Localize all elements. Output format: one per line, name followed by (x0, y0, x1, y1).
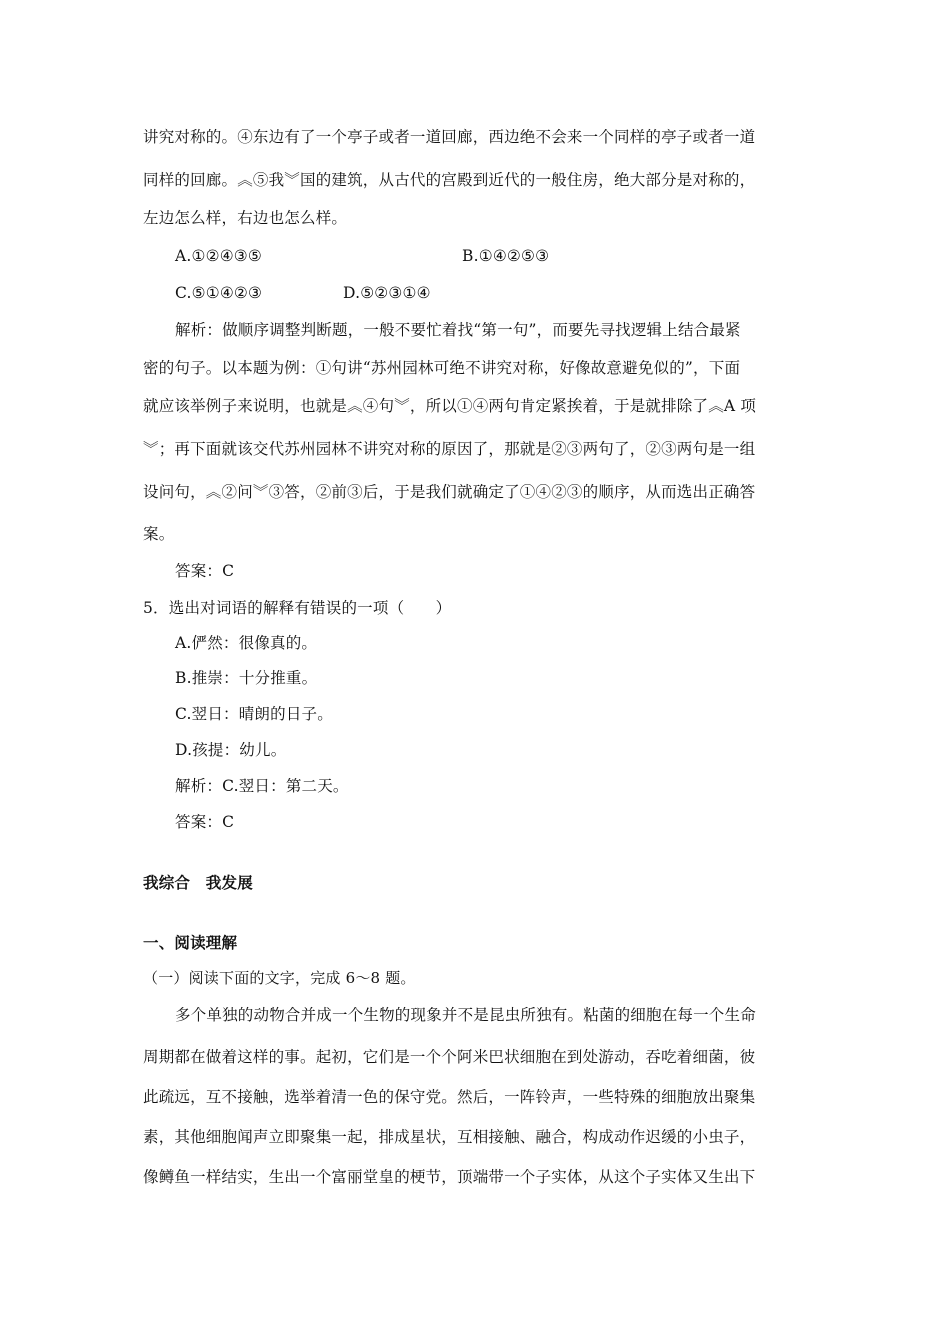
section-title: 我综合 我发展 (143, 874, 253, 892)
answer-line: 答案：C (175, 562, 235, 580)
analysis-line: 密的句子。以本题为例：①句讲“苏州园林可绝不讲究对称，好像故意避免似的”，下面 (143, 359, 741, 377)
passage-line: 素，其他细胞闻声立即聚集一起，排成星状，互相接触、融合，构成动作迟缓的小虫子， (143, 1128, 756, 1146)
option-b: B.推崇：十分推重。 (175, 669, 318, 687)
option-a: A.①②④③⑤ (175, 247, 262, 265)
option-d: D.⑤②③①④ (343, 284, 431, 302)
paragraph-line: 左边怎么样，右边也怎么样。 (143, 209, 348, 227)
analysis-line: 解析：C.翌日：第二天。 (175, 777, 349, 795)
option-c: C.⑤①④②③ (175, 284, 263, 302)
option-b: B.①④②⑤③ (462, 247, 550, 265)
question-stem: 5．选出对词语的解释有错误的一项（ ） (143, 599, 452, 617)
paragraph-line: 讲究对称的。④东边有了一个亭子或者一道回廊，西边绝不会来一个同样的亭子或者一道 (143, 128, 756, 146)
analysis-line: ︾；再下面就该交代苏州园林不讲究对称的原因了，那就是②③两句了，②③两句是一组 (143, 440, 756, 458)
analysis-line: 解析：做顺序调整判断题，一般不要忙着找“第一句”，而要先寻找逻辑上结合最紧 (175, 321, 741, 339)
passage-line: 周期都在做着这样的事。起初，它们是一个个阿米巴状细胞在到处游动，吞吃着细菌，彼 (143, 1048, 756, 1066)
passage-line: 此疏远，互不接触，选举着清一色的保守党。然后，一阵铃声，一些特殊的细胞放出聚集 (143, 1088, 756, 1106)
answer-line: 答案：C (175, 813, 235, 831)
analysis-line: 就应该举例子来说明，也就是︽④句︾，所以①④两句肯定紧挨着，于是就排除了︽A 项 (143, 397, 757, 415)
option-a: A.俨然：很像真的。 (175, 634, 318, 652)
option-d: D.孩提：幼儿。 (175, 741, 287, 759)
passage-line: 像鳟鱼一样结实，生出一个富丽堂皇的梗节，顶端带一个子实体，从这个子实体又生出下 (143, 1168, 756, 1186)
part-title: 一、阅读理解 (143, 934, 238, 952)
paragraph-line: 同样的回廊。︽⑤我︾国的建筑，从古代的宫殿到近代的一般住房，绝大部分是对称的， (143, 171, 756, 189)
analysis-line: 设问句，︽②问︾③答，②前③后，于是我们就确定了①④②③的顺序，从而选出正确答 (143, 483, 756, 501)
option-c: C.翌日：晴朗的日子。 (175, 705, 333, 723)
passage-line: 多个单独的动物合并成一个生物的现象并不是昆虫所独有。粘菌的细胞在每一个生命 (175, 1006, 756, 1024)
analysis-line: 案。 (143, 525, 175, 543)
sub-instruction: （一）阅读下面的文字，完成 6～8 题。 (143, 969, 416, 987)
